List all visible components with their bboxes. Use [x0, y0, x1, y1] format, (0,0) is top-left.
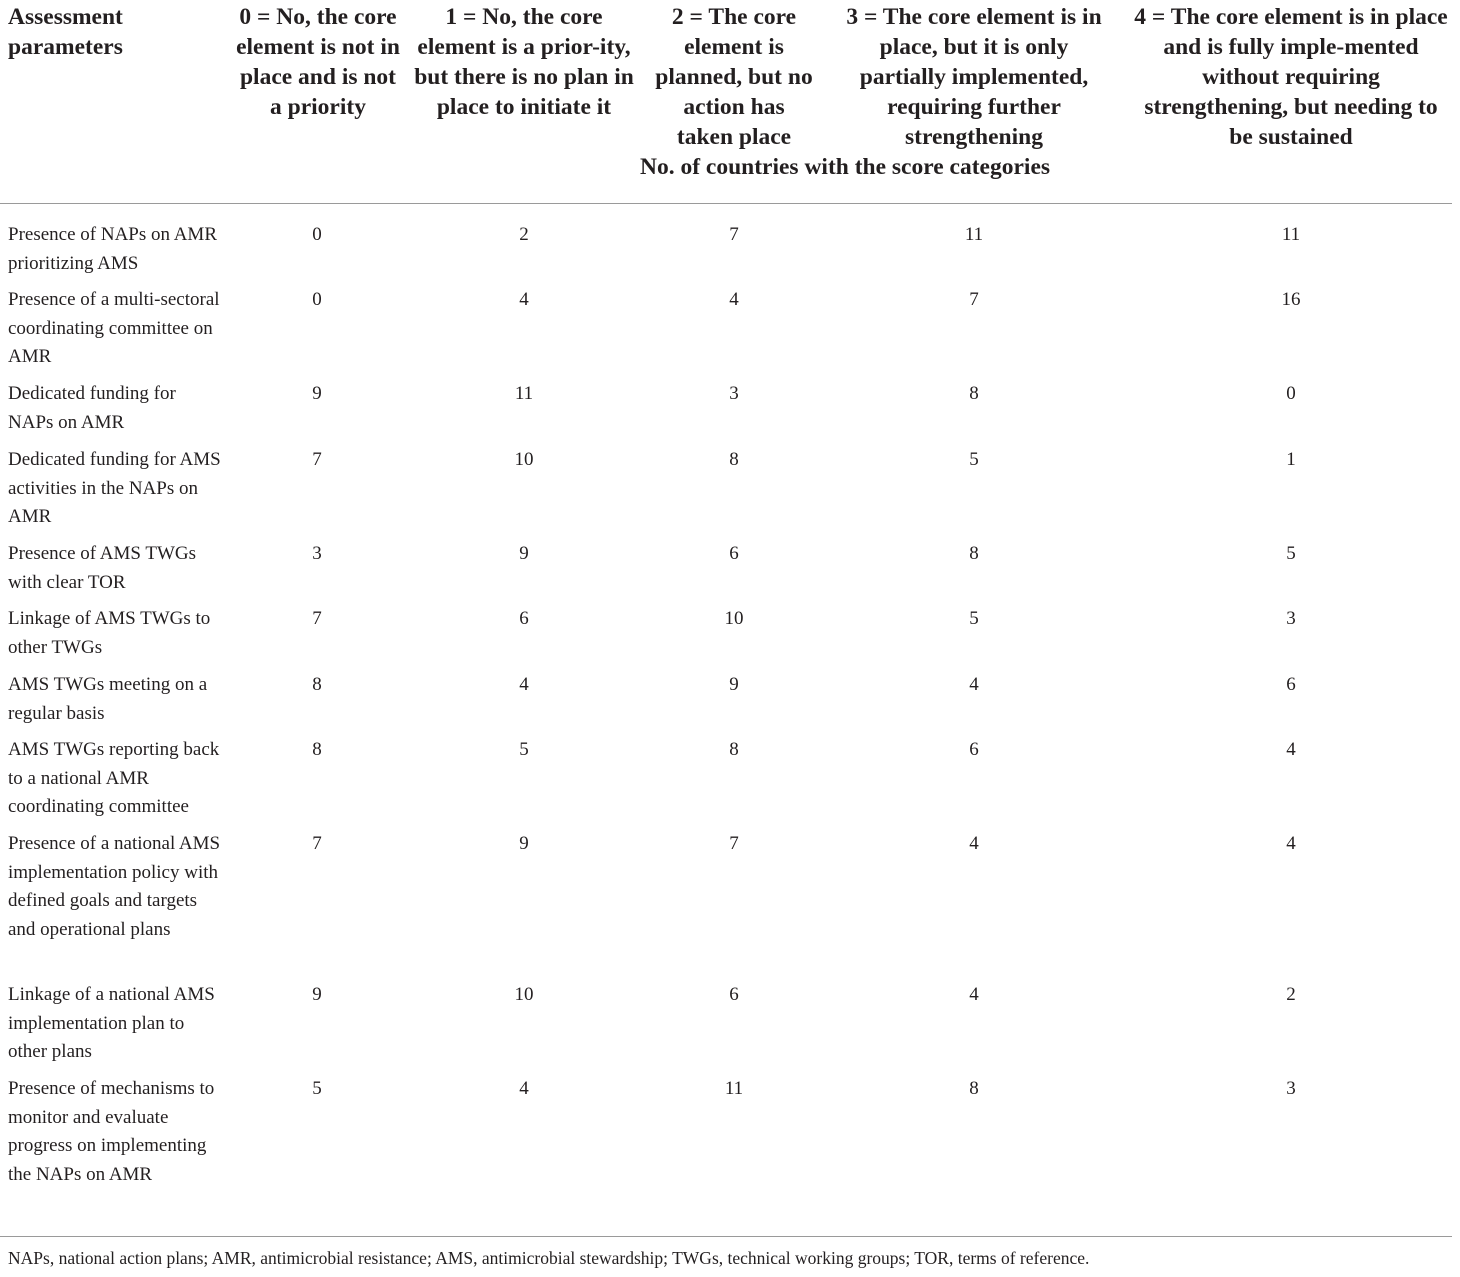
cell-score-1: 10 — [514, 449, 534, 470]
row-parameter: Presence of AMS TWGs with clear TOR — [8, 543, 197, 593]
row-parameter: AMS TWGs meeting on a regular basis — [8, 674, 208, 724]
cell-score-4: 3 — [1286, 1078, 1296, 1099]
header-score-1: 1 = No, the core element is a prior-ity, but there is no plan in place to initiate it — [414, 4, 634, 120]
cell-score-1: 2 — [519, 224, 529, 245]
cell-score-2: 4 — [729, 289, 739, 310]
cell-score-0: 0 — [312, 224, 322, 245]
cell-score-1: 4 — [519, 1078, 529, 1099]
row-parameter: Presence of a national AMS implementation policy with defined goals and targets and operational plans — [8, 833, 221, 941]
cell-score-1: 9 — [519, 833, 529, 854]
cell-score-2: 11 — [724, 1078, 744, 1099]
cell-score-4: 0 — [1286, 383, 1296, 404]
bottom-rule — [0, 1236, 1452, 1237]
cell-score-1: 11 — [514, 383, 534, 404]
cell-score-2: 7 — [729, 224, 739, 245]
cell-score-2: 6 — [729, 543, 739, 564]
row-parameter: Dedicated funding for AMS activities in the NAPs on AMR — [8, 449, 221, 528]
header-score-2: 2 = The core element is planned, but no action has taken place — [655, 4, 813, 150]
cell-score-3: 4 — [969, 984, 979, 1005]
header-score-3: 3 = The core element is in place, but it is only partially implemented, requiring further strengthening — [846, 4, 1102, 150]
cell-score-0: 8 — [312, 674, 322, 695]
header-subcaption: No. of countries with the score categories — [639, 154, 1051, 180]
cell-score-3: 6 — [969, 739, 979, 760]
cell-score-1: 10 — [514, 984, 534, 1005]
cell-score-4: 16 — [1281, 289, 1301, 310]
cell-score-4: 6 — [1286, 674, 1296, 695]
row-parameter: Dedicated funding for NAPs on AMR — [8, 383, 176, 433]
cell-score-0: 7 — [312, 449, 322, 470]
table-footnote: NAPs, national action plans; AMR, antimicrobial resistance; AMS, antimicrobial stewardship; TWGs, technical working groups; TOR, terms of reference. — [8, 1248, 1090, 1268]
cell-score-1: 6 — [519, 608, 529, 629]
cell-score-3: 5 — [969, 608, 979, 629]
cell-score-3: 8 — [969, 1078, 979, 1099]
cell-score-0: 3 — [312, 543, 322, 564]
header-assessment-parameters: Assessment parameters — [8, 4, 123, 60]
cell-score-3: 5 — [969, 449, 979, 470]
cell-score-2: 3 — [729, 383, 739, 404]
cell-score-3: 4 — [969, 674, 979, 695]
cell-score-0: 5 — [312, 1078, 322, 1099]
cell-score-3: 8 — [969, 383, 979, 404]
cell-score-4: 3 — [1286, 608, 1296, 629]
header-score-0: 0 = No, the core element is not in place and is not a priority — [236, 4, 400, 120]
cell-score-0: 7 — [312, 608, 322, 629]
row-parameter: Presence of mechanisms to monitor and evaluate progress on implementing the NAPs on AMR — [8, 1078, 215, 1186]
cell-score-3: 7 — [969, 289, 979, 310]
row-parameter: Linkage of AMS TWGs to other TWGs — [8, 608, 211, 658]
cell-score-1: 4 — [519, 289, 529, 310]
cell-score-2: 8 — [729, 449, 739, 470]
cell-score-0: 7 — [312, 833, 322, 854]
cell-score-1: 9 — [519, 543, 529, 564]
cell-score-2: 7 — [729, 833, 739, 854]
cell-score-4: 2 — [1286, 984, 1296, 1005]
cell-score-4: 5 — [1286, 543, 1296, 564]
cell-score-0: 9 — [312, 383, 322, 404]
cell-score-4: 11 — [1281, 224, 1301, 245]
row-parameter: Linkage of a national AMS implementation plan to other plans — [8, 984, 215, 1063]
cell-score-4: 4 — [1286, 833, 1296, 854]
cell-score-4: 1 — [1286, 449, 1296, 470]
cell-score-2: 8 — [729, 739, 739, 760]
cell-score-1: 4 — [519, 674, 529, 695]
cell-score-0: 0 — [312, 289, 322, 310]
row-parameter: AMS TWGs reporting back to a national AMR coordinating committee — [8, 739, 220, 818]
cell-score-2: 10 — [724, 608, 744, 629]
row-parameter: Presence of NAPs on AMR prioritizing AMS — [8, 224, 217, 274]
cell-score-3: 11 — [964, 224, 984, 245]
header-score-4: 4 = The core element is in place and is fully imple-mented without requiring strengthening, but needing to be sustained — [1134, 4, 1448, 150]
cell-score-0: 8 — [312, 739, 322, 760]
cell-score-1: 5 — [519, 739, 529, 760]
header-rule — [0, 203, 1452, 204]
cell-score-3: 4 — [969, 833, 979, 854]
row-parameter: Presence of a multi-sectoral coordinating committee on AMR — [8, 289, 220, 368]
cell-score-4: 4 — [1286, 739, 1296, 760]
cell-score-2: 6 — [729, 984, 739, 1005]
cell-score-0: 9 — [312, 984, 322, 1005]
cell-score-3: 8 — [969, 543, 979, 564]
cell-score-2: 9 — [729, 674, 739, 695]
